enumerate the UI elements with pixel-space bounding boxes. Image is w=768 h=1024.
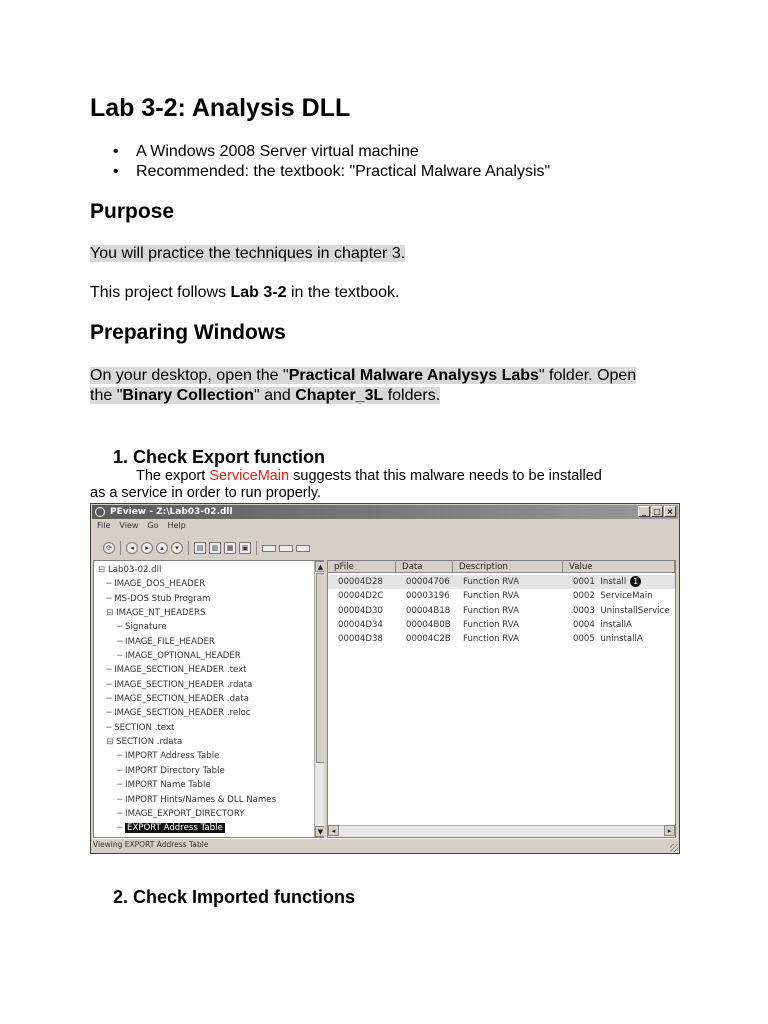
toolbar: [103, 540, 310, 556]
column-value[interactable]: Value: [563, 561, 675, 573]
save-icon[interactable]: ▣: [239, 542, 251, 554]
tree-item[interactable]: ─ IMAGE_FILE_HEADER: [98, 636, 215, 647]
column-description[interactable]: Description: [453, 561, 563, 573]
tree-item[interactable]: ─ IMAGE_SECTION_HEADER .reloc: [98, 708, 251, 719]
cell-desc: Function RVA: [463, 605, 519, 616]
cell-value: 0003 UninstallService: [573, 605, 670, 616]
magnifier-icon: [95, 507, 105, 517]
table-row[interactable]: [328, 632, 675, 646]
step1-heading: 1. Check Export function: [113, 447, 326, 467]
up-icon[interactable]: ▴: [156, 542, 168, 554]
scroll-thumb[interactable]: [316, 573, 324, 763]
tree-item[interactable]: ─ IMPORT Directory Table: [98, 765, 225, 776]
column-data[interactable]: Data: [396, 561, 453, 573]
tree-item[interactable]: ⊟ Lab03-02.dll: [98, 565, 162, 575]
tree-item[interactable]: ─ IMPORT Hints/Names & DLL Names: [98, 794, 277, 805]
scroll-up-icon[interactable]: ▲: [315, 561, 324, 572]
tree-item[interactable]: ─ IMAGE_OPTIONAL_HEADER: [98, 651, 241, 662]
step1-description: The export ServiceMain suggests that this malware needs to be installed: [136, 468, 602, 484]
column-pfile[interactable]: pFile: [328, 561, 396, 573]
tree-item[interactable]: ─ IMAGE_DOS_HEADER: [98, 579, 206, 590]
view-data-icon[interactable]: ▦: [224, 542, 236, 554]
step1-description-line2: as a service in order to run properly.: [90, 485, 322, 501]
minimize-button[interactable]: _: [638, 506, 650, 517]
menu-bar: [97, 521, 186, 530]
tree-item[interactable]: ─ SECTION .text: [98, 722, 175, 733]
table-row[interactable]: [328, 618, 675, 632]
menu-go[interactable]: Go: [147, 521, 159, 530]
tree-item[interactable]: ⊟ SECTION .rdata: [98, 737, 183, 748]
scroll-right-icon[interactable]: ▸: [664, 825, 675, 836]
tree-item[interactable]: ─ IMAGE_EXPORT_DIRECTORY: [98, 808, 245, 819]
cell-pfile: 00004D34: [338, 620, 383, 631]
tree-item[interactable]: ─ EXPORT Address Table: [98, 823, 223, 834]
menu-help[interactable]: Help: [167, 521, 186, 530]
purpose-heading: Purpose: [90, 200, 175, 223]
cell-value: 0002 ServiceMain: [573, 591, 653, 602]
view-hex-icon[interactable]: ▤: [194, 542, 206, 554]
window-titlebar: PEview - Z:\Lab03-02.dll _ □ ×: [92, 505, 678, 519]
cell-pfile: 00004D2C: [338, 591, 384, 602]
structure-tree: [98, 563, 276, 836]
cell-pfile: 00004D28: [338, 577, 383, 587]
tree-item[interactable]: ─ IMAGE_SECTION_HEADER .rdata: [98, 679, 253, 690]
peview-window: [90, 503, 680, 854]
cell-data: 00004C2B: [406, 634, 451, 645]
list-pane: [327, 560, 676, 838]
open-file-icon[interactable]: ⟳: [103, 542, 115, 554]
cell-desc: Function RVA: [463, 634, 519, 645]
table-row[interactable]: [328, 575, 675, 589]
tree-scrollbar[interactable]: [314, 561, 324, 837]
cell-desc: Function RVA: [463, 620, 519, 631]
status-bar: Viewing EXPORT Address Table: [93, 838, 677, 851]
page-title: Lab 3-2: Analysis DLL: [90, 94, 351, 122]
tree-item[interactable]: ─ IMPORT Address Table: [98, 751, 220, 762]
forward-icon[interactable]: ▸: [141, 542, 153, 554]
cell-desc: Function RVA: [463, 577, 519, 587]
cell-value: 0005 uninstallA: [573, 634, 643, 645]
cell-value: 0001 Install 1: [563, 575, 675, 589]
list-item: • A Windows 2008 Server virtual machine: [113, 143, 419, 160]
back-icon[interactable]: ◂: [126, 542, 138, 554]
purpose-highlight: You will practice the techniques in chapter 3.: [90, 245, 406, 262]
cell-desc: Function RVA: [463, 591, 519, 602]
requirements-list: [113, 142, 550, 182]
word-view-icon[interactable]: [279, 545, 293, 552]
list-item: • Recommended: the textbook: "Practical Malware Analysis": [113, 163, 551, 180]
tree-pane: [93, 560, 324, 838]
cell-data: 00004B18: [406, 605, 451, 616]
tree-item[interactable]: ─ IMAGE_SECTION_HEADER .text: [98, 665, 247, 676]
scroll-left-icon[interactable]: ◂: [328, 825, 339, 836]
menu-view[interactable]: View: [119, 521, 139, 530]
scroll-down-icon[interactable]: ▼: [315, 826, 324, 837]
view-text-icon[interactable]: ▥: [209, 542, 221, 554]
cell-pfile: 00004D38: [338, 634, 383, 645]
maximize-button[interactable]: □: [651, 506, 663, 517]
tree-item[interactable]: ─ Signature: [98, 622, 167, 633]
list-header: [328, 561, 675, 573]
table-row[interactable]: [328, 589, 675, 603]
cell-value: 0004 installA: [573, 620, 632, 631]
tree-item[interactable]: ─ MS-DOS Stub Program: [98, 593, 211, 604]
cell-data: 00004B0B: [406, 620, 451, 631]
close-button[interactable]: ×: [664, 506, 676, 517]
preparing-heading: Preparing Windows: [90, 321, 286, 344]
cell-data: 00004706: [406, 577, 450, 587]
list-hscrollbar[interactable]: [328, 825, 675, 837]
tree-item[interactable]: ⊟ IMAGE_NT_HEADERS: [98, 608, 206, 619]
step2-heading: 2. Check Imported functions: [113, 887, 356, 907]
down-icon[interactable]: ▾: [171, 542, 183, 554]
tree-item[interactable]: ─ IMPORT Name Table: [98, 780, 211, 791]
tree-item[interactable]: ─ IMAGE_SECTION_HEADER .data: [98, 694, 249, 705]
purpose-follows: This project follows Lab 3-2 in the textbook.: [90, 284, 400, 301]
preparing-instructions: On your desktop, open the "Practical Malware Analysys Labs" folder. Open the "Binary Collection" and Chapter_3L folders.: [90, 367, 637, 404]
resize-grip-icon[interactable]: [670, 844, 678, 852]
byte-view-icon[interactable]: [262, 545, 276, 552]
cell-pfile: 00004D30: [338, 605, 383, 616]
callout-marker: 1: [630, 576, 641, 587]
table-row[interactable]: [328, 604, 675, 618]
cell-data: 00003196: [406, 591, 450, 602]
menu-file[interactable]: File: [97, 521, 111, 530]
dword-view-icon[interactable]: [296, 545, 310, 552]
